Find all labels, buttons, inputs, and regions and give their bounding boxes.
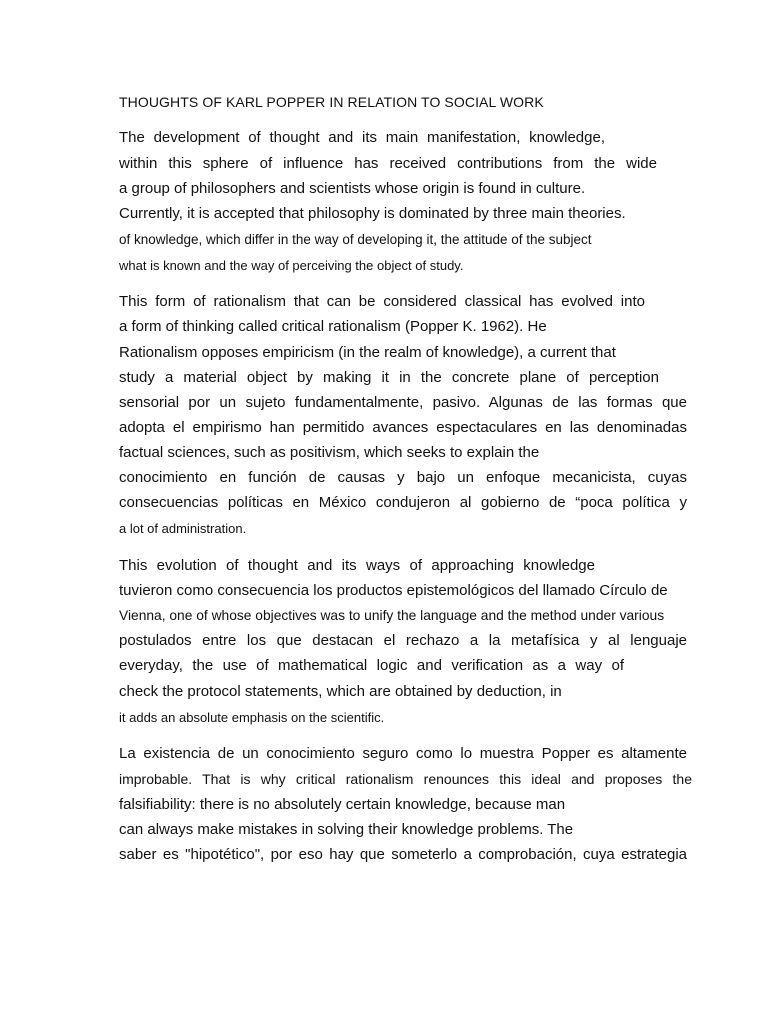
paragraph-3-line-2: tuvieron como consecuencia los productos epistemológicos del llamado Círculo de [119, 582, 668, 599]
paragraph-1-line-6: what is known and the way of perceiving the object of study. [119, 258, 464, 273]
paragraph-3-line-1: This evolution of thought and its ways of approaching knowledge [119, 557, 595, 574]
document-title: THOUGHTS OF KARL POPPER IN RELATION TO SOCIAL WORK [119, 94, 544, 110]
paragraph-2-line-9: consecuencias políticas en México condujeron al gobierno de “poca política y [119, 494, 687, 511]
paragraph-2-line-10: a lot of administration. [119, 521, 247, 536]
paragraph-3-line-4: postulados entre los que destacan el rechazo a la metafísica y al lenguaje [119, 632, 687, 649]
paragraph-2-line-7: factual sciences, such as positivism, which seeks to explain the [119, 444, 540, 461]
paragraph-4-line-1: La existencia de un conocimiento seguro como lo muestra Popper es altamente [119, 745, 687, 762]
paragraph-2-line-3: Rationalism opposes empiricism (in the realm of knowledge), a current that [119, 344, 616, 361]
paragraph-1-line-5: of knowledge, which differ in the way of developing it, the attitude of the subject [119, 232, 592, 247]
paragraph-2-line-2: a form of thinking called critical rationalism (Popper K. 1962). He [119, 318, 547, 335]
paragraph-4-line-3: falsifiability: there is no absolutely certain knowledge, because man [119, 796, 566, 813]
paragraph-1-line-4: Currently, it is accepted that philosophy is dominated by three main theories. [119, 205, 626, 222]
paragraph-4-line-2: improbable. That is why critical rationalism renounces this ideal and proposes the [119, 771, 692, 787]
paragraph-4-line-5: saber es "hipotético", por eso hay que someterlo a comprobación, cuya estrategia [119, 846, 687, 863]
paragraph-4-line-4: can always make mistakes in solving their knowledge problems. The [119, 821, 574, 838]
paragraph-1-line-2: within this sphere of influence has received contributions from the wide [119, 155, 657, 172]
paragraph-2-line-4: study a material object by making it in the concrete plane of perception [119, 369, 659, 386]
paragraph-3-line-6: check the protocol statements, which are obtained by deduction, in [119, 683, 562, 700]
paragraph-2-line-6: adopta el empirismo han permitido avances espectaculares en las denominadas [119, 419, 687, 436]
paragraph-2-line-1: This form of rationalism that can be considered classical has evolved into [119, 293, 645, 310]
paragraph-1-line-1: The development of thought and its main manifestation, knowledge, [119, 129, 605, 146]
paragraph-3-line-3: Vienna, one of whose objectives was to unify the language and the method under various [119, 608, 665, 623]
paragraph-3-line-5: everyday, the use of mathematical logic and verification as a way of [119, 657, 624, 674]
paragraph-3-line-7: it adds an absolute emphasis on the scientific. [119, 710, 385, 725]
paragraph-2-line-5: sensorial por un sujeto fundamentalmente, pasivo. Algunas de las formas que [119, 394, 687, 411]
paragraph-1-line-3: a group of philosophers and scientists whose origin is found in culture. [119, 180, 586, 197]
paragraph-2-line-8: conocimiento en función de causas y bajo un enfoque mecanicista, cuyas [119, 469, 687, 486]
